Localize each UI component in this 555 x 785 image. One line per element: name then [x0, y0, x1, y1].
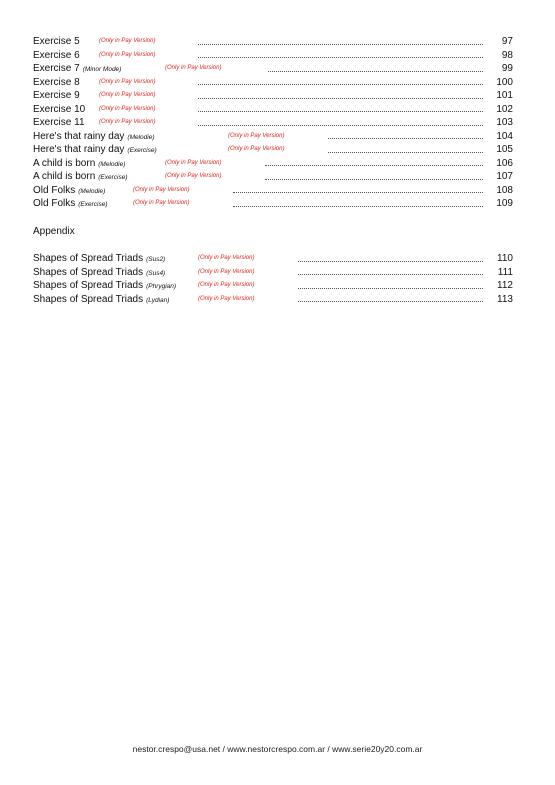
pay-version-note: (Only in Pay Version)	[228, 146, 285, 152]
toc-entry-title	[33, 143, 157, 158]
toc-entry-title	[33, 197, 108, 212]
toc-entry-title-text: Exercise 9	[33, 90, 80, 101]
toc-entry-title-text: Exercise 7	[33, 63, 80, 74]
pay-version-note: (Only in Pay Version)	[198, 282, 255, 288]
dot-leader	[233, 192, 483, 193]
toc-entry-title-text: Exercise 6	[33, 49, 80, 61]
toc-entry-title	[33, 62, 121, 77]
toc-entry-subtitle: (Lydian)	[146, 296, 170, 304]
pay-version-note: (Only in Pay Version)	[99, 51, 156, 58]
toc-entry[interactable]	[33, 143, 513, 157]
toc-entry[interactable]	[33, 279, 513, 293]
dot-leader	[198, 44, 483, 45]
toc-entry-title-text: Here's that rainy day	[33, 144, 125, 155]
dot-leader	[198, 111, 483, 112]
toc-entry[interactable]	[33, 49, 513, 63]
toc-appendix-list	[33, 252, 513, 306]
dot-leader	[298, 288, 483, 289]
toc-entry-title	[33, 76, 83, 91]
pay-version-note: (Only in Pay Version)	[99, 92, 156, 98]
toc-entry[interactable]	[33, 103, 513, 117]
toc-entry[interactable]	[33, 35, 513, 49]
dot-leader	[233, 206, 483, 207]
dot-leader	[265, 179, 483, 180]
dot-leader	[198, 125, 483, 126]
toc-entry-title	[33, 130, 155, 145]
toc-entry-title	[33, 89, 83, 104]
toc-entry-subtitle: (Exercise)	[78, 201, 108, 208]
pay-version-note: (Only in Pay Version)	[133, 186, 190, 193]
toc-entry-title-text: Here's that rainy day	[33, 130, 125, 142]
toc-entry-title	[33, 170, 128, 185]
toc-entry-title-text: Exercise 11	[33, 117, 85, 128]
dot-leader	[265, 165, 483, 166]
dot-leader	[268, 71, 483, 72]
pay-version-note: (Only in Pay Version)	[133, 200, 190, 206]
toc-entry[interactable]	[33, 197, 513, 211]
toc-entry-title	[33, 252, 165, 267]
toc-entry-page-number: 110	[497, 253, 513, 264]
dot-leader	[198, 57, 483, 58]
toc-entry-title	[33, 49, 83, 64]
toc-entry-title	[33, 184, 105, 199]
pay-version-note: (Only in Pay Version)	[165, 65, 222, 71]
dot-leader	[328, 138, 483, 139]
toc-entry[interactable]	[33, 130, 513, 144]
toc-entry-subtitle: (Melodie)	[78, 187, 106, 195]
toc-entry-subtitle: (Exercise)	[98, 174, 128, 181]
toc-entry-subtitle: (Exercise)	[127, 147, 157, 154]
toc-entry-title-text: Exercise 8	[33, 76, 80, 88]
page-footer: nestor.crespo@usa.net / www.nestorcrespo.com.ar / www.serie20y20.com.ar	[132, 744, 423, 754]
toc-entry[interactable]	[33, 89, 513, 103]
dot-leader	[198, 98, 483, 99]
toc-entry[interactable]	[33, 266, 513, 280]
toc-entry-title	[33, 103, 88, 118]
toc-entry-page-number: 105	[496, 144, 513, 155]
pay-version-note: (Only in Pay Version)	[99, 38, 156, 44]
appendix-heading: Appendix	[33, 226, 75, 237]
toc-entry-page-number: 106	[496, 157, 513, 169]
dot-leader	[328, 152, 483, 153]
toc-entry-page-number: 101	[496, 90, 513, 101]
toc-entry[interactable]	[33, 252, 513, 266]
toc-entry-title	[33, 279, 176, 294]
toc-entry-subtitle: (Melodie)	[98, 160, 126, 168]
pay-version-note: (Only in Pay Version)	[198, 255, 255, 261]
toc-entry-title	[33, 293, 169, 308]
toc-entry-title-text: Old Folks	[33, 198, 76, 209]
toc-entry-title-text: Shapes of Spread Triads	[33, 280, 144, 291]
toc-entry-subtitle: (Phrygian)	[146, 283, 177, 290]
toc-entry-title-text: A child is born	[33, 157, 96, 169]
toc-main-list	[33, 35, 513, 211]
toc-entry[interactable]	[33, 116, 513, 130]
toc-entry-page-number: 100	[496, 76, 513, 88]
toc-entry-page-number: 113	[497, 293, 513, 305]
toc-entry-title-text: Exercise 5	[33, 36, 80, 47]
toc-entry-title	[33, 35, 83, 50]
pay-version-note: (Only in Pay Version)	[99, 78, 156, 85]
toc-entry-subtitle: (Sus2)	[146, 256, 166, 263]
toc-entry-page-number: 112	[497, 280, 513, 291]
toc-entry-page-number: 108	[496, 184, 513, 196]
toc-entry-title	[33, 266, 165, 281]
toc-entry-title-text: Exercise 10	[33, 103, 86, 115]
toc-entry[interactable]	[33, 293, 513, 307]
toc-entry-page-number: 99	[501, 63, 513, 74]
pay-version-note: (Only in Pay Version)	[228, 132, 285, 139]
dot-leader	[298, 274, 483, 275]
toc-entry-title-text: Shapes of Spread Triads	[33, 253, 144, 264]
dot-leader	[298, 261, 483, 262]
pay-version-note: (Only in Pay Version)	[165, 159, 222, 166]
toc-entry-subtitle: (Minor Mode)	[82, 66, 122, 73]
toc-entry-page-number: 98	[501, 49, 513, 61]
toc-entry-subtitle: (Sus4)	[146, 269, 166, 277]
pay-version-note: (Only in Pay Version)	[99, 119, 156, 125]
toc-entry[interactable]	[33, 157, 513, 171]
toc-entry-title-text: Shapes of Spread Triads	[33, 266, 144, 278]
pay-version-note: (Only in Pay Version)	[198, 268, 255, 275]
toc-entry-page-number: 109	[496, 198, 513, 209]
pay-version-note: (Only in Pay Version)	[198, 295, 255, 302]
toc-entry-title-text: Shapes of Spread Triads	[33, 293, 144, 305]
toc-entry-page-number: 97	[501, 36, 513, 47]
toc-entry-page-number: 111	[497, 266, 513, 278]
toc-entry-title-text: Old Folks	[33, 184, 76, 196]
toc-entry-page-number: 104	[496, 130, 513, 142]
pay-version-note: (Only in Pay Version)	[99, 105, 156, 112]
toc-entry-page-number: 102	[496, 103, 513, 115]
toc-entry[interactable]	[33, 170, 513, 184]
toc-entry-page-number: 103	[496, 117, 513, 128]
pay-version-note: (Only in Pay Version)	[165, 173, 222, 179]
toc-entry-page-number: 107	[496, 171, 513, 182]
toc-entry[interactable]	[33, 76, 513, 90]
toc-entry[interactable]	[33, 184, 513, 198]
toc-entry-title-text: A child is born	[33, 171, 96, 182]
dot-leader	[298, 301, 483, 302]
toc-entry-title	[33, 116, 88, 131]
toc-entry-title	[33, 157, 125, 172]
dot-leader	[198, 84, 483, 85]
toc-entry-subtitle: (Melodie)	[127, 133, 155, 141]
toc-entry[interactable]	[33, 62, 513, 76]
